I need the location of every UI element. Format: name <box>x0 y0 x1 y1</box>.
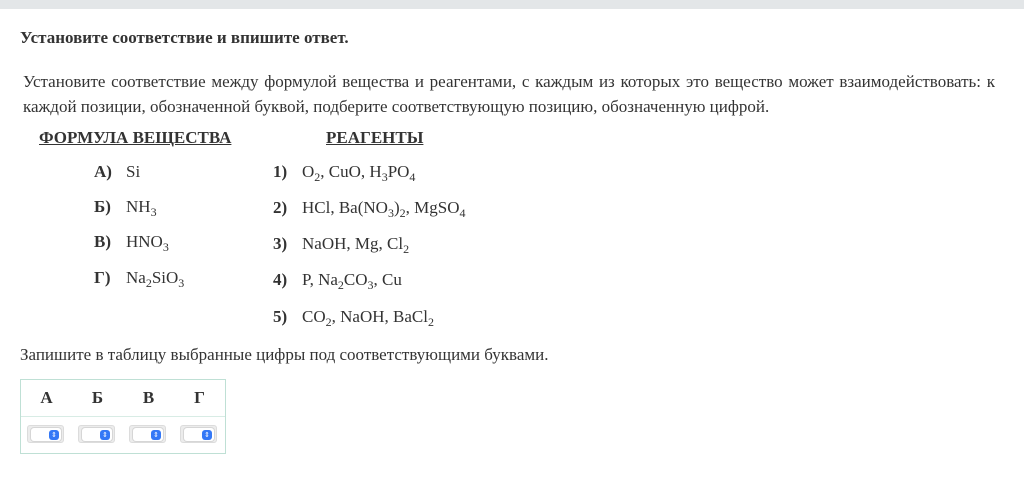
reagent-value: $CO_2$, NaOH, BaCl$_2$ <box>302 307 434 329</box>
answer-select-a[interactable] <box>27 425 64 443</box>
reagent-value: P, $Na_2CO_3$, Cu <box>302 270 402 292</box>
answer-table <box>20 379 226 454</box>
formula-value: $Na_2SiO_3$ <box>126 268 185 290</box>
answer-header-a: А <box>40 388 53 407</box>
reagent-number: 1) <box>273 162 288 181</box>
chevron-up-down-icon: ⇕ <box>202 430 212 440</box>
task-title: Установите соответствие и впишите ответ. <box>20 28 349 47</box>
answer-header-g: Г <box>194 388 205 407</box>
reagent-value: $O_2$, CuO, $H_3PO_4$ <box>302 162 416 184</box>
chevron-up-down-icon: ⇕ <box>100 430 110 440</box>
chevron-up-down-icon: ⇕ <box>49 430 59 440</box>
answer-header-b: Б <box>91 388 104 407</box>
select-field <box>82 428 112 441</box>
formula-letter: А) <box>94 162 112 181</box>
formula-letter: В) <box>94 232 111 251</box>
formula-column-header: ФОРМУЛА ВЕЩЕСТВА <box>39 128 232 147</box>
formula-value: $NH_3$ <box>126 197 157 219</box>
formula-value: $HNO_3$ <box>126 232 169 254</box>
reagent-value: NaOH, Mg, $Cl_2$ <box>302 234 410 256</box>
answer-header-v: В <box>142 388 155 407</box>
reagent-value: HCl, $Ba(NO_3)_2$, MgSO$_4$ <box>302 198 466 220</box>
answer-select-b[interactable] <box>78 425 115 443</box>
task-intro: Установите соответствие между формулой вещества и реагентами, с каждым из которых это вещество может взаимодействовать: к каждой позиции, обозначенной буквой, подберите соответствующую позицию, обозначенную цифрой. <box>23 72 995 116</box>
answer-select-v[interactable] <box>129 425 166 443</box>
reagent-number: 2) <box>273 198 288 217</box>
select-field <box>31 428 61 441</box>
reagent-number: 5) <box>273 307 288 326</box>
select-field <box>184 428 214 441</box>
top-bar <box>0 0 1024 9</box>
formula-letter: Б) <box>94 197 111 216</box>
chevron-up-down-icon: ⇕ <box>151 430 161 440</box>
formula-value: Si <box>126 162 141 181</box>
answer-select-g[interactable] <box>180 425 217 443</box>
select-field <box>133 428 163 441</box>
reagent-number: 3) <box>273 234 288 253</box>
answer-table-header-row <box>21 380 225 417</box>
reagents-column-header: РЕАГЕНТЫ <box>326 128 424 147</box>
reagent-number: 4) <box>273 270 288 289</box>
instruction-text: Запишите в таблицу выбранные цифры под соответствующими буквами. <box>20 345 549 364</box>
formula-letter: Г) <box>94 268 111 287</box>
